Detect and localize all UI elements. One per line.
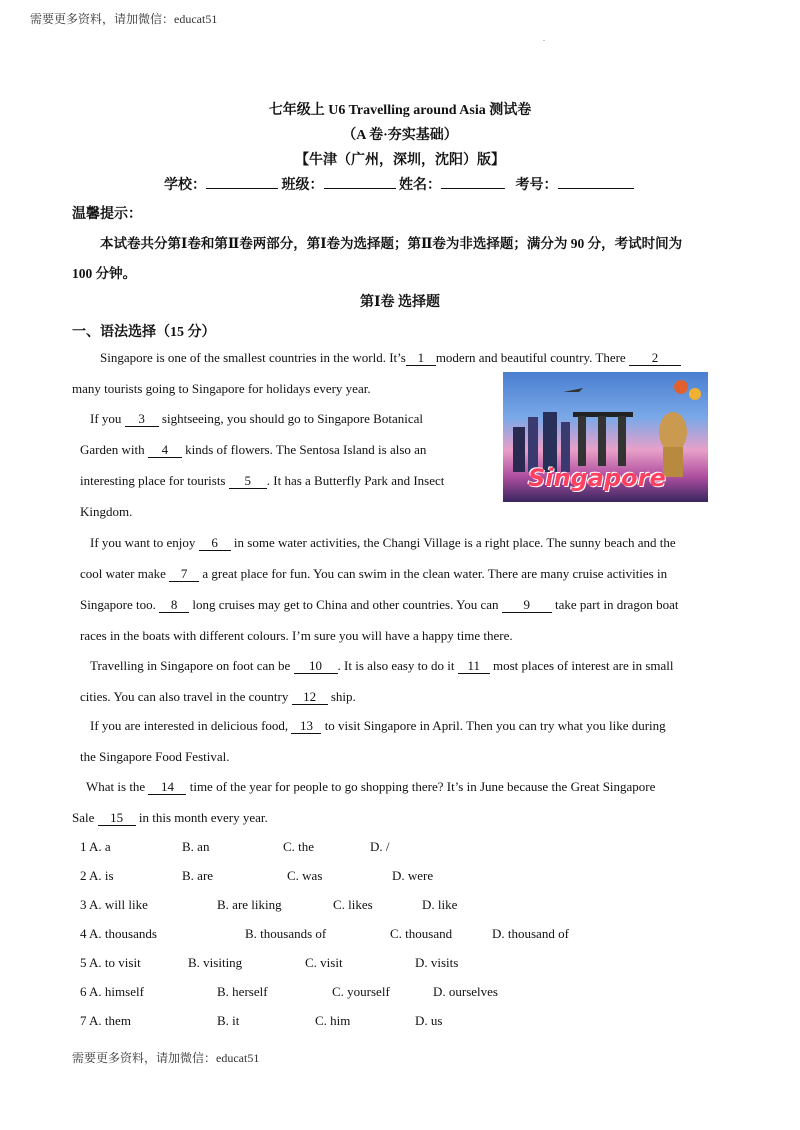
option-6-c[interactable]: C. yourself	[332, 984, 390, 999]
part-title: 第Ⅰ卷 选择题	[359, 295, 441, 310]
option-6-a[interactable]	[80, 984, 144, 1000]
option-text: A. himself	[89, 984, 144, 999]
number-field[interactable]	[558, 188, 634, 189]
option-text: A. them	[89, 1013, 131, 1028]
option-2-c[interactable]: C. was	[287, 868, 323, 883]
question-number: 7	[80, 1013, 87, 1028]
exam-edition: 【牛津（广州，深圳，沈阳）版】	[295, 153, 505, 168]
singapore-logo-text: Singapore	[528, 464, 666, 492]
exam-subtitle: （A 卷·夯实基础）	[342, 128, 458, 143]
question-number: 3	[80, 897, 87, 912]
option-2-a[interactable]	[80, 868, 114, 884]
blank-9[interactable]: 9	[502, 598, 552, 613]
option-1-a[interactable]	[80, 839, 111, 855]
option-5-c[interactable]: C. visit	[305, 955, 343, 970]
option-4-c[interactable]: C. thousand	[390, 926, 453, 941]
question-number: 2	[80, 868, 87, 883]
option-1-b[interactable]: B. an	[182, 839, 210, 854]
option-text: A. to visit	[89, 955, 141, 970]
passage-line: Singapore is one of the smallest countries in the world. It’s 1 modern and beautiful country. There 2	[100, 350, 681, 366]
passage-line: Kingdom.	[80, 504, 133, 519]
option-3-d[interactable]: D. like	[422, 897, 458, 912]
passage-line: the Singapore Food Festival.	[80, 749, 230, 764]
option-5-d[interactable]: D. visits	[415, 955, 459, 970]
option-1-d[interactable]: D. /	[370, 839, 390, 854]
blank-12[interactable]: 12	[292, 690, 328, 705]
blank-10[interactable]: 10	[294, 659, 338, 674]
page-footer: 需要更多资料，请加微信：educat51	[72, 1051, 260, 1065]
passage-line: Singapore too. 8 long cruises may get to China and other countries. You can 9 take part in dragon boat	[80, 597, 679, 612]
blank-5[interactable]: 5	[229, 474, 267, 489]
passage-line: Sale 15 in this month every year.	[72, 810, 268, 825]
passage-line: What is the 14 time of the year for people to go shopping there? It’s in June because the Great Singapore	[86, 779, 656, 794]
blank-14[interactable]: 14	[148, 780, 186, 795]
student-info-row	[164, 174, 634, 194]
option-5-a[interactable]	[80, 955, 141, 971]
dot-mark: .	[543, 34, 545, 43]
option-7-c[interactable]: C. him	[315, 1013, 351, 1028]
passage-line: If you 3 sightseeing, you should go to Singapore Botanical	[90, 411, 423, 426]
name-label: 姓名：	[399, 178, 441, 193]
option-7-b[interactable]: B. it	[217, 1013, 240, 1028]
option-3-c[interactable]: C. likes	[333, 897, 373, 912]
option-6-d[interactable]: D. ourselves	[433, 984, 498, 999]
option-text: A. thousands	[89, 926, 157, 941]
blank-6[interactable]: 6	[199, 536, 231, 551]
option-text: A. will like	[89, 897, 148, 912]
number-label: 考号：	[515, 178, 558, 193]
class-field[interactable]	[324, 188, 396, 189]
option-6-b[interactable]: B. herself	[217, 984, 268, 999]
option-7-d[interactable]: D. us	[415, 1013, 443, 1028]
school-field[interactable]	[206, 188, 278, 189]
blank-4[interactable]: 4	[148, 443, 182, 458]
question-number: 6	[80, 984, 87, 999]
passage-line: many tourists going to Singapore for holidays every year.	[72, 381, 371, 396]
option-1-c[interactable]: C. the	[283, 839, 315, 854]
option-2-d[interactable]: D. were	[392, 868, 434, 883]
blank-8[interactable]: 8	[159, 598, 189, 613]
section-title: 一、语法选择（15 分）	[72, 325, 216, 340]
option-4-d[interactable]: D. thousand of	[492, 926, 569, 941]
passage-line: cities. You can also travel in the country 12 ship.	[80, 689, 356, 704]
passage-line: races in the boats with different colours. I’m sure you will have a happy time there.	[80, 628, 513, 643]
passage-line: Travelling in Singapore on foot can be 10 . It is also easy to do it 11 most places of interest are in small	[90, 658, 674, 673]
name-field[interactable]	[441, 188, 505, 189]
question-number: 5	[80, 955, 87, 970]
tips-line-2: 100 分钟。	[72, 266, 137, 281]
blank-11[interactable]: 11	[458, 659, 490, 674]
singapore-image	[503, 372, 708, 502]
passage-line: cool water make 7 a great place for fun. You can swim in the clean water. There are many cruise activities in	[80, 566, 668, 581]
passage-line: Garden with 4 kinds of flowers. The Sentosa Island is also an	[80, 442, 427, 457]
tips-label: 温馨提示：	[72, 207, 142, 222]
option-3-a[interactable]	[80, 897, 148, 913]
blank-3[interactable]: 3	[125, 412, 159, 427]
blank-13[interactable]: 13	[291, 719, 321, 734]
passage-line: If you want to enjoy 6 in some water activities, the Changi Village is a right place. The sunny beach and the	[90, 535, 676, 550]
tips-line-1: 本试卷共分第Ⅰ卷和第Ⅱ卷两部分，第Ⅰ卷为选择题；第Ⅱ卷为非选择题；满分为 90 分，考试时间为	[100, 236, 683, 251]
option-2-b[interactable]: B. are	[182, 868, 214, 883]
passage-line: interesting place for tourists 5 . It has a Butterfly Park and Insect	[80, 473, 445, 488]
option-3-b[interactable]: B. are liking	[217, 897, 282, 912]
passage-line: If you are interested in delicious food, 13 to visit Singapore in April. Then you can try what you like during	[90, 718, 666, 733]
option-text: A. a	[89, 839, 111, 854]
blank-1[interactable]: 1	[406, 351, 436, 366]
exam-title: 七年级上 U6 Travelling around Asia 测试卷	[268, 103, 532, 118]
option-7-a[interactable]	[80, 1013, 131, 1029]
option-4-a[interactable]	[80, 926, 157, 942]
blank-15[interactable]: 15	[98, 811, 136, 826]
class-label: 班级：	[281, 178, 324, 193]
option-4-b[interactable]: B. thousands of	[245, 926, 327, 941]
page-header: 需要更多资料，请加微信：educat51	[30, 12, 218, 26]
question-number: 4	[80, 926, 87, 941]
question-number: 1	[80, 839, 87, 854]
option-text: A. is	[89, 868, 114, 883]
blank-2[interactable]: 2	[629, 351, 681, 366]
blank-7[interactable]: 7	[169, 567, 199, 582]
school-label: 学校：	[164, 178, 206, 193]
option-5-b[interactable]: B. visiting	[188, 955, 243, 970]
